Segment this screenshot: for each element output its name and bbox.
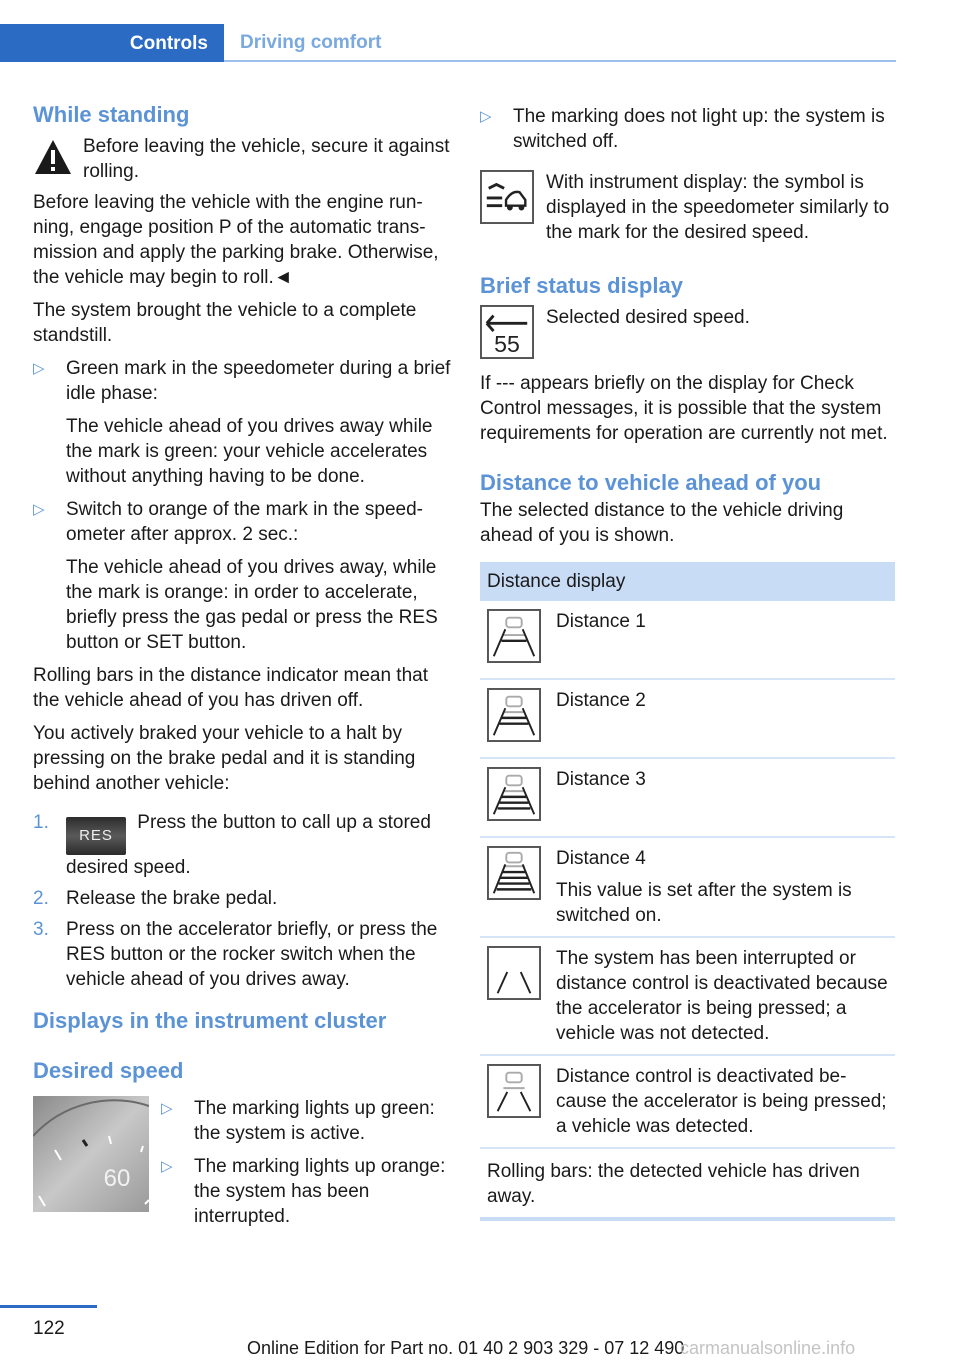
list-item-text: The marking lights up orange: the system has been interrupted.: [194, 1156, 446, 1227]
watermark: carmanualsonline.info: [680, 1338, 856, 1358]
para-standstill: The system brought the vehicle to a complete standstill.: [33, 300, 417, 346]
distance-interrupted-no-vehicle-icon: [487, 946, 541, 1000]
step-text: Press on the accelerator briefly, or press the RES button or the rocker switch when the vehicle ahead of you drives away.: [66, 919, 438, 990]
para-distance: The selected distance to the vehicle driving ahead of you is shown.: [480, 500, 844, 546]
edition-text: Online Edition for Part no. 01 40 2 903 329 - 07 12 490: [247, 1338, 685, 1358]
warning-title: Before leaving the vehicle, secure it against rolling.: [83, 136, 450, 182]
list-item: [33, 356, 451, 489]
list-item-text: The marking lights up green: the system is active.: [194, 1098, 435, 1144]
right-column: [480, 100, 898, 1221]
distance-4-icon: [487, 846, 541, 900]
list-item: [161, 1096, 451, 1146]
instrument-display-text: With instrument display: the symbol is displayed in the speedometer similarly to the mark for the desired speed.: [546, 172, 890, 243]
left-column: [33, 100, 451, 1237]
distance-title: Distance control is deactivated because the accelerator is being pressed; a vehicle was detected.: [556, 1066, 887, 1137]
page-header: [0, 0, 960, 62]
instrument-display-row: [480, 170, 898, 245]
footer-rule: [0, 1305, 97, 1308]
section-tab-driving-comfort: Driving comfort: [240, 32, 382, 53]
list-item: [33, 497, 451, 655]
bullet-triangle-icon: ▷: [161, 1158, 173, 1175]
distance-title: The system has been interrupted or distance control is deactivated because the accelerator is being pressed; a vehicle was not detected.: [556, 948, 888, 1044]
standstill-list: [33, 356, 451, 655]
step-number: 3.: [33, 919, 49, 940]
list-item-text: Green mark in the speedometer during a brief idle phase:: [66, 358, 451, 404]
steps-list: [33, 810, 451, 992]
speedometer-value: 60: [103, 1165, 131, 1192]
list-item-subtext: The vehicle ahead of you drives away, while the mark is orange: in order to accelerate, briefly press the gas pedal or press the RES button or SET button.: [66, 557, 438, 653]
para-braked: You actively braked your vehicle to a halt by pressing on the brake pedal and it is standing behind another vehicle:: [33, 723, 416, 794]
bullet-triangle-icon: ▷: [161, 1100, 173, 1117]
step-number: 2.: [33, 888, 49, 909]
distance-title: Distance 2: [556, 690, 646, 711]
bullet-triangle-icon: ▷: [33, 360, 45, 377]
table-row: [480, 1148, 895, 1219]
para-check-control: If --- appears briefly on the display for Check Control messages, it is possible that the system requirements for operation are currently not met.: [480, 373, 888, 444]
list-item-text: Switch to orange of the mark in the speedometer after approx. 2 sec.:: [66, 499, 423, 545]
warning-block: [33, 134, 451, 184]
bullet-triangle-icon: ▷: [480, 108, 492, 125]
heading-distance: Distance to vehicle ahead of you: [480, 470, 822, 495]
distance-title: Distance 3: [556, 769, 646, 790]
table-header: Distance display: [480, 562, 895, 601]
table-row: [480, 758, 895, 837]
para-rolling-bars: Rolling bars in the distance indicator mean that the vehicle ahead of you has driven off.: [33, 665, 429, 711]
table-row: [480, 1055, 895, 1148]
bullet-triangle-icon: ▷: [33, 501, 45, 518]
desired-speed-row: [33, 1096, 451, 1237]
page-number: 122: [33, 1318, 65, 1339]
heading-desired-speed: Desired speed: [33, 1058, 184, 1083]
list-item: [161, 1154, 451, 1229]
distance-3-icon: [487, 767, 541, 821]
header-rule: [224, 60, 896, 62]
heading-brief-status: Brief status display: [480, 273, 683, 298]
brief-speed-value: 55: [494, 331, 520, 358]
distance-title: Distance 4: [556, 848, 646, 869]
heading-displays: Displays in the instrument cluster: [33, 1008, 387, 1033]
table-row: [480, 679, 895, 758]
table-row: [480, 937, 895, 1055]
speedometer-icon: [33, 1096, 149, 1212]
off-list: [480, 104, 898, 154]
distance-2-icon: [487, 688, 541, 742]
table-row: [480, 837, 895, 937]
step-number: 1.: [33, 812, 49, 833]
list-item-text: The marking does not light up: the system is switched off.: [513, 106, 885, 152]
brief-speed-icon: [480, 305, 534, 359]
distance-table: [480, 562, 895, 1221]
step-item: [33, 886, 451, 911]
list-item: [480, 104, 898, 154]
brief-status-text: Selected desired speed.: [546, 307, 750, 328]
table-row: [480, 601, 895, 679]
warning-body: Before leaving the vehicle with the engine running, engage position P of the automatic transmission and apply the parking brake. Otherwise, the vehicle may begin to roll.◄: [33, 192, 439, 288]
step-text: Release the brake pedal.: [66, 888, 278, 909]
section-tab-controls: Controls: [0, 24, 224, 62]
distance-title: Distance 1: [556, 611, 646, 632]
distance-deactivated-vehicle-icon: [487, 1064, 541, 1118]
step-item: [33, 917, 451, 992]
table-footer-text: Rolling bars: the detected vehicle has driven away.: [487, 1161, 860, 1207]
brief-status-row: [480, 305, 898, 359]
list-item-subtext: The vehicle ahead of you drives away while the mark is green: your vehicle accelerates without anything having to be done.: [66, 416, 433, 487]
warning-triangle-icon: [33, 136, 73, 180]
heading-while-standing: While standing: [33, 102, 190, 127]
res-button-icon: RES: [66, 817, 126, 855]
step-item: [33, 810, 451, 880]
cruise-symbol-icon: [480, 170, 534, 224]
step-text: Press the button to call up a stored desired speed.: [66, 812, 431, 878]
distance-note: This value is set after the system is switched on.: [556, 880, 852, 926]
distance-1-icon: [487, 609, 541, 663]
desired-speed-list: [161, 1096, 451, 1237]
